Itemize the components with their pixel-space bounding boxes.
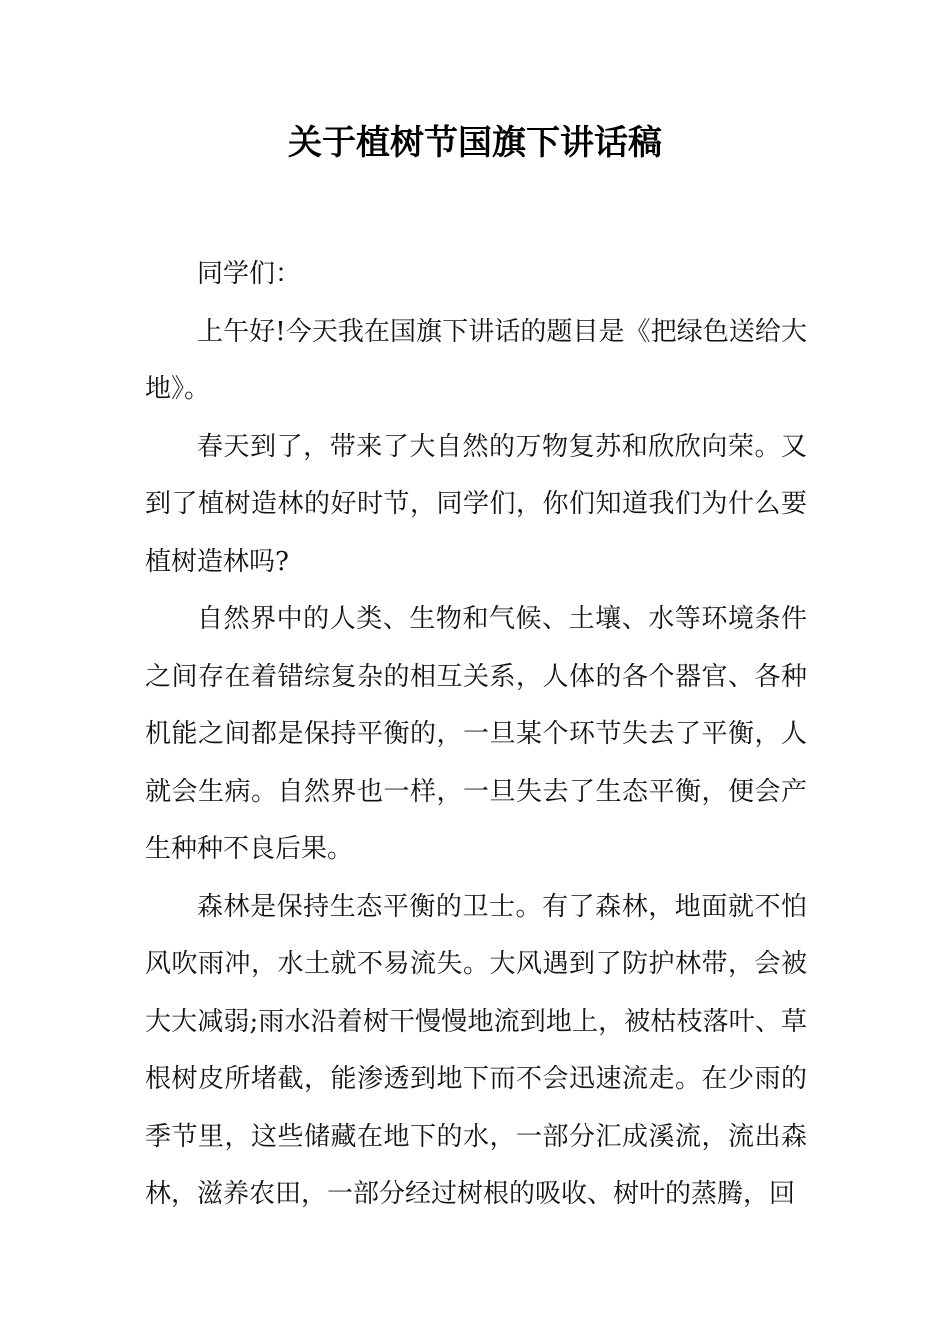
document-body	[145, 246, 807, 1224]
document-title: 关于植树节国旗下讲话稿	[288, 123, 662, 163]
paragraph-spring: 春天到了，带来了大自然的万物复苏和欣欣向荣。又到了植树造林的好时节，同学们，你们知道我们为什么要植树造林吗?	[145, 431, 807, 577]
paragraph-greeting: 同学们：	[197, 259, 302, 289]
paragraph-balance: 自然界中的人类、生物和气候、土壤、水等环境条件之间存在着错综复杂的相互关系，人体的各个器官、各种机能之间都是保持平衡的，一旦某个环节失去了平衡，人就会生病。自然界也一样，一旦失去了生态平衡，便会产生种种不良后果。	[145, 604, 807, 864]
paragraph-topic: 上午好!今天我在国旗下讲话的题目是《把绿色送给大地》。	[145, 316, 807, 404]
paragraph-forest: 森林是保持生态平衡的卫士。有了森林，地面就不怕风吹雨冲，水土就不易流失。大风遇到了防护林带，会被大大减弱;雨水沿着树干慢慢地流到地上，被枯枝落叶、草根树皮所堵截，能渗透到地下而不会迅速流走。在少雨的季节里，这些储藏在地下的水，一部分汇成溪流，流出森林，滋养农田，一部分经过树根的吸收、树叶的蒸腾，回	[145, 891, 807, 1209]
